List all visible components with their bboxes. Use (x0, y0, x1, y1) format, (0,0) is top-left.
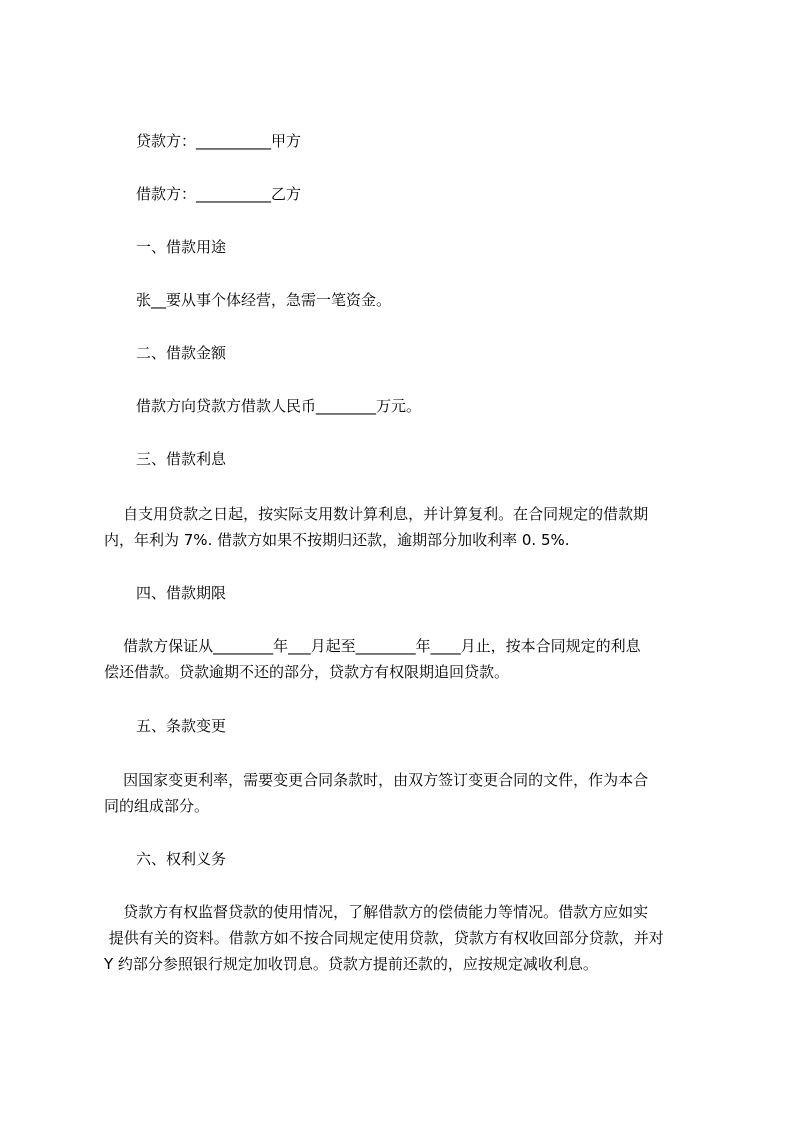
paragraph-line: 贷款方有权监督贷款的使用情况，了解借款方的偿债能力等情况。借款方应如实 (104, 903, 649, 921)
section-text: 张__要从事个体经营，急需一笔资金。 (136, 291, 392, 309)
section-heading: 四、借款期限 (136, 584, 227, 602)
section-text: 借款方向贷款方借款人民币________万元。 (136, 397, 422, 415)
section-heading: 一、借款用途 (136, 238, 227, 256)
section-heading: 六、权利义务 (136, 850, 227, 868)
paragraph-line: 因国家变更利率，需要变更合同条款时，由双方签订变更合同的文件，作为本合 (104, 771, 649, 789)
section-paragraph (104, 633, 704, 685)
section-heading: 二、借款金额 (136, 344, 227, 362)
section-heading: 三、借款利息 (136, 450, 227, 468)
lender-line: 贷款方：__________甲方 (136, 132, 302, 150)
section-paragraph (104, 767, 704, 819)
paragraph-line: 自支用贷款之日起，按实际支用数计算利息，并计算复利。在合同规定的借款期 (104, 505, 649, 523)
paragraph-line: 同的组成部分。 (104, 797, 210, 815)
section-paragraph (104, 501, 704, 553)
section-paragraph (104, 899, 704, 977)
section-heading: 五、条款变更 (136, 717, 227, 735)
paragraph-line: 内，年利为 7%. 借款方如果不按期归还款，逾期部分加收利率 0. 5%. (104, 531, 570, 549)
paragraph-line: 提供有关的资料。借款方如不按合同规定使用贷款，贷款方有权收回部分贷款，并对 (104, 929, 664, 947)
paragraph-line: 偿还借款。贷款逾期不还的部分，贷款方有权限期追回贷款。 (104, 663, 510, 681)
paragraph-line: 借款方保证从________年___月起至________年____月止，按本合同规定的利息 (104, 637, 641, 655)
paragraph-line: Y 约部分参照银行规定加收罚息。贷款方提前还款的，应按规定减收利息。 (104, 955, 598, 973)
borrower-line: 借款方：__________乙方 (136, 185, 302, 203)
